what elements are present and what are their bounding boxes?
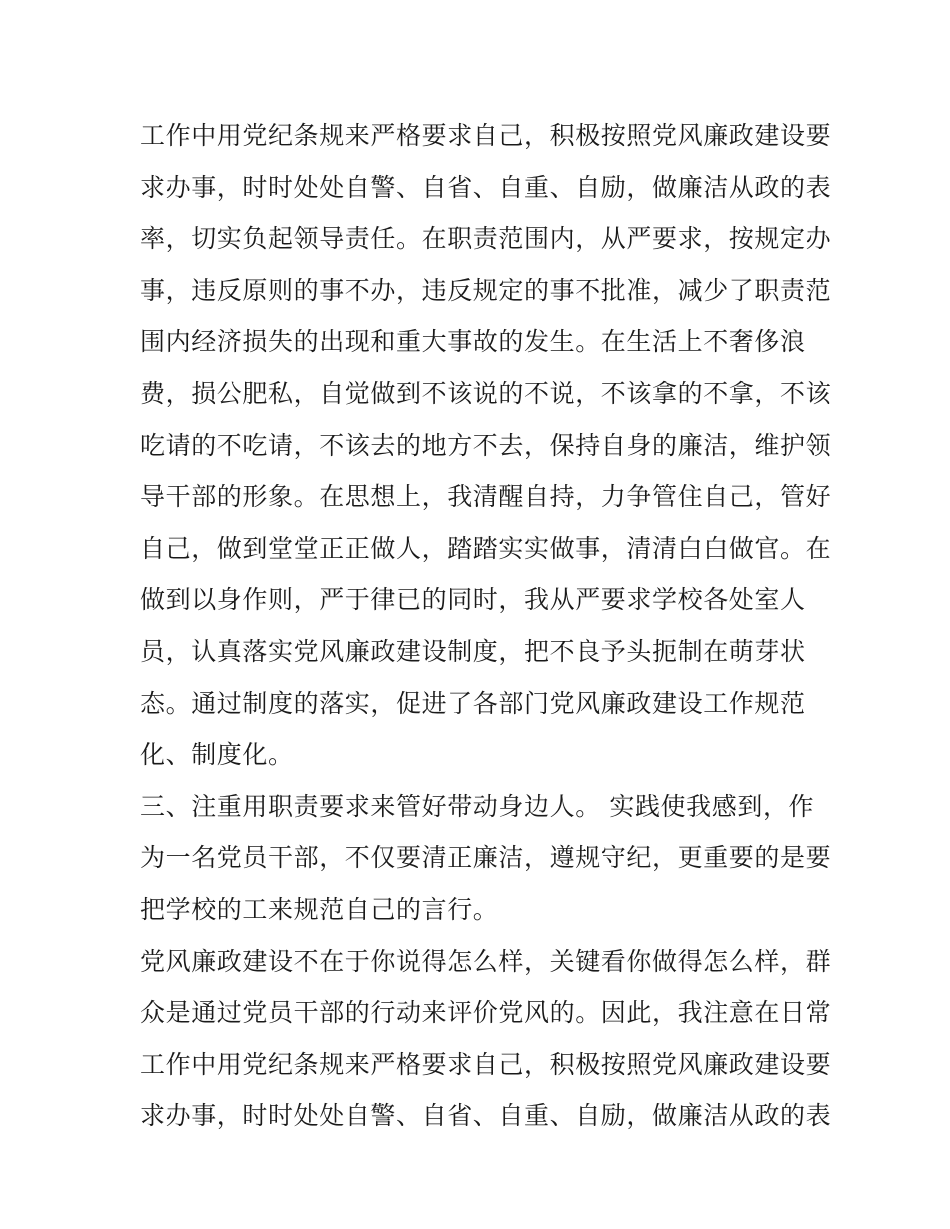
text-line: 态。通过制度的落实，促进了各部门党风廉政建设工作规范 xyxy=(140,688,806,718)
section-heading-line: 三、注重用职责要求来管好带动身边人。 实践使我感到，作 xyxy=(140,791,815,821)
text-line: 率，切实负起领导责任。在职责范围内，从严要求，按规定办 xyxy=(140,224,832,254)
text-line: 党风廉政建设不在于你说得怎么样，关键看你做得怎么样，群 xyxy=(140,946,832,976)
text-line: 工作中用党纪条规来严格要求自己，积极按照党风廉政建设要 xyxy=(140,121,832,150)
text-line: 众是通过党员干部的行动来评价党风的。因此，我注意在日常 xyxy=(140,998,832,1028)
body-text xyxy=(140,110,832,1142)
text-line: 自己，做到堂堂正正做人，踏踏实实做事，清清白白做官。在 xyxy=(140,533,832,563)
text-line: 工作中用党纪条规来严格要求自己，积极按照党风廉政建设要 xyxy=(140,1049,832,1079)
text-line: 求办事，时时处处自警、自省、自重、自励，做廉洁从政的表 xyxy=(140,1101,832,1131)
text-line: 求办事，时时处处自警、自省、自重、自励，做廉洁从政的表 xyxy=(140,172,832,202)
text-line: 费，损公肥私，自觉做到不该说的不说，不该拿的不拿，不该 xyxy=(140,378,832,408)
text-line: 做到以身作则，严于律已的同时，我从严要求学校各处室人 xyxy=(140,585,806,615)
text-line: 导干部的形象。在思想上，我清醒自持，力争管住自己，管好 xyxy=(140,482,832,512)
text-line: 把学校的工来规范自己的言行。 xyxy=(140,894,499,924)
text-line: 事，违反原则的事不办，违反规定的事不批准，减少了职责范 xyxy=(140,275,832,305)
text-line: 化、制度化。 xyxy=(140,740,294,770)
text-line: 吃请的不吃请，不该去的地方不去，保持自身的廉洁，维护领 xyxy=(140,430,832,460)
text-line: 围内经济损失的出现和重大事故的发生。在生活上不奢侈浪 xyxy=(140,327,806,357)
text-line: 为一名党员干部，不仅要清正廉洁，遵规守纪，更重要的是要 xyxy=(140,843,832,873)
text-line: 员，认真落实党风廉政建设制度，把不良予头扼制在萌芽状 xyxy=(140,636,806,666)
